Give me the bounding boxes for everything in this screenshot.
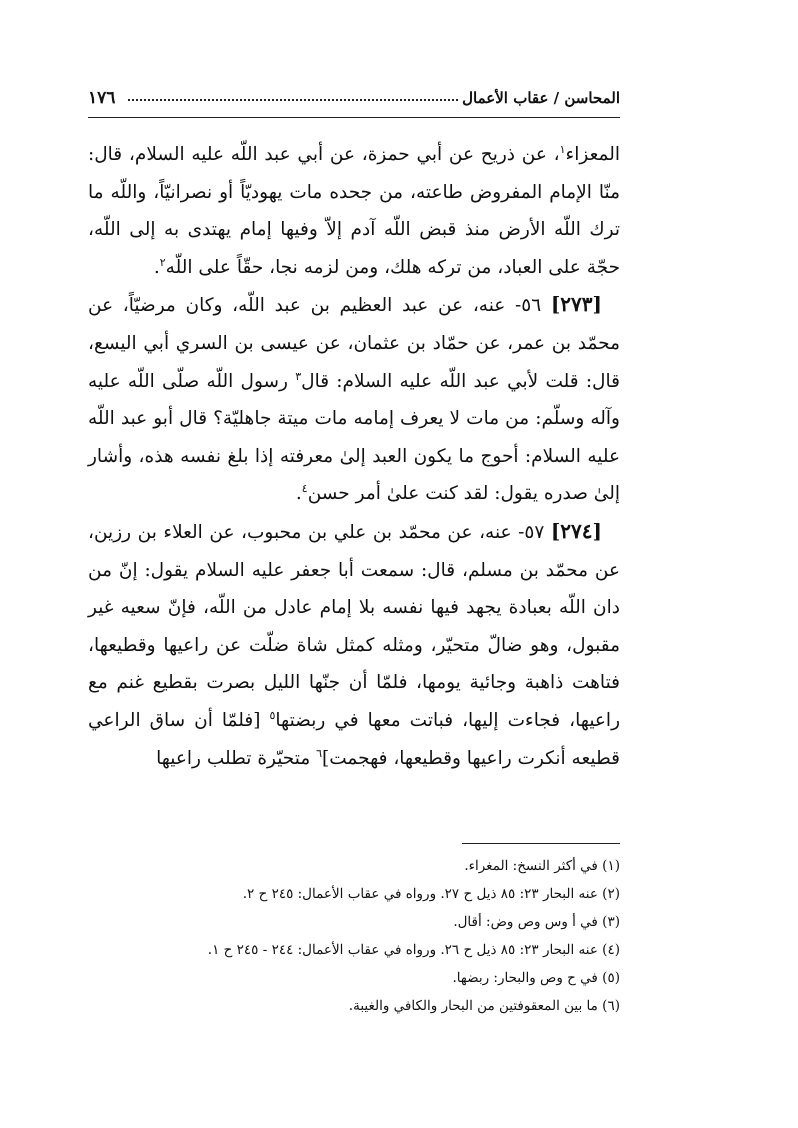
paragraph-text: رسول اللّه صلّى اللّه عليه وآله وسلّم: من مات لا يعرف إمامه مات ميتة جاهليّة؟ قال أبو عبد اللّه عليه السلام: أحوج ما يكون العبد إلىٰ معرفته إذا بلغ نفسه هذه، وأشار إلىٰ صدره يقول: لقد كنت علىٰ أمر حسن	[88, 370, 620, 505]
paragraph-text: ٥٦- عنه، عن عبد العظيم بن عبد اللّه، وكان مرضيّاً، عن محمّد بن عمر، عن حمّاد بن عثمان، عن عيسى بن السري أبي اليسع، قال: قلت لأبي عبد اللّه عليه السلام: قال	[88, 295, 620, 392]
footnote: (٤) عنه البحار ٢٣: ٨٥ ذيل ح ٢٦. ورواه في عقاب الأعمال: ٢٤٤ - ٢٤٥ ح ١.	[207, 942, 620, 958]
footnote-reference: ٥	[269, 708, 276, 722]
footnote-reference: ١	[559, 142, 566, 156]
running-title: المحاسن / عقاب الأعمال	[462, 89, 620, 107]
hadith-paragraph	[88, 286, 620, 513]
header-dot-leader	[128, 99, 458, 101]
footnote-reference: ٢	[159, 255, 166, 269]
paragraph-text: متحيّرة تطلب راعيها	[156, 747, 317, 769]
paragraph-text: .	[295, 483, 302, 505]
footnote: (١) في أكثر النسخ: المغراء.	[464, 858, 620, 874]
footnote-reference: ٤	[301, 482, 308, 496]
footnote-separator	[462, 843, 620, 844]
main-text	[88, 136, 620, 777]
paragraph-text: ٥٧- عنه، عن محمّد بن علي بن محبوب، عن العلاء بن رزين، عن محمّد بن مسلم، قال: سمعت أبا جعفر عليه السلام يقول: إنّ من دان اللّه بعبادة يجهد فيها نفسه بلا إمام عادل من اللّه، فإنّ سعيه غير مقبول، وهو ضالّ متحيّر، ومثله كمثل شاة ضلّت عن راعيها وقطيعها، فتاهت ذاهبة وجائية يومها، فلمّا أن جنّها الليل بصرت بقطيع غنم مع راعيها، فجاءت إليها، فباتت معها في ربضتها	[88, 521, 621, 731]
hadith-number: [٢٧٣]	[550, 292, 602, 317]
footnote: (٥) في ح وص والبحار: ربضها.	[452, 970, 620, 986]
footnotes	[88, 852, 620, 1020]
running-header	[88, 86, 620, 114]
footnote: (٢) عنه البحار ٢٣: ٨٥ ذيل ح ٢٧. ورواه في عقاب الأعمال: ٢٤٥ ح ٢.	[242, 886, 620, 902]
hadith-number: [٢٧٤]	[550, 518, 602, 543]
paragraph-text: ، عن ذريح عن أبي حمزة، عن أبي عبد اللّه عليه السلام، قال: منّا الإمام المفروض طاعته، من جحده مات يهوديّاً أو نصرانيّاً، واللّه ما ترك اللّه الأرض منذ قبض اللّه آدم إلاّ وفيها إمام يهتدى به إلى اللّه، حجّة على العباد، من تركه هلك، ومن لزمه نجا، حقّاً على اللّه	[88, 144, 620, 278]
hadith-paragraph	[88, 513, 620, 777]
paragraph-text: [فلمّا أن ساق الراعي قطيعه أنكرت راعيها وقطيعها، فهجمت]	[88, 709, 620, 769]
header-rule	[88, 117, 620, 118]
page-number: ١٧٦	[88, 88, 116, 108]
paragraph-text: .	[153, 256, 160, 278]
footnote-reference: ٦	[316, 746, 323, 760]
continued-paragraph	[88, 136, 620, 286]
footnote: (٣) في أ وس وص وض: أقال.	[453, 914, 620, 930]
paragraph-text: المعزاء	[565, 144, 620, 165]
footnote-reference: ٣	[295, 369, 302, 383]
footnote: (٦) ما بين المعقوفتين من البحار والكافي والغيبة.	[348, 998, 620, 1014]
